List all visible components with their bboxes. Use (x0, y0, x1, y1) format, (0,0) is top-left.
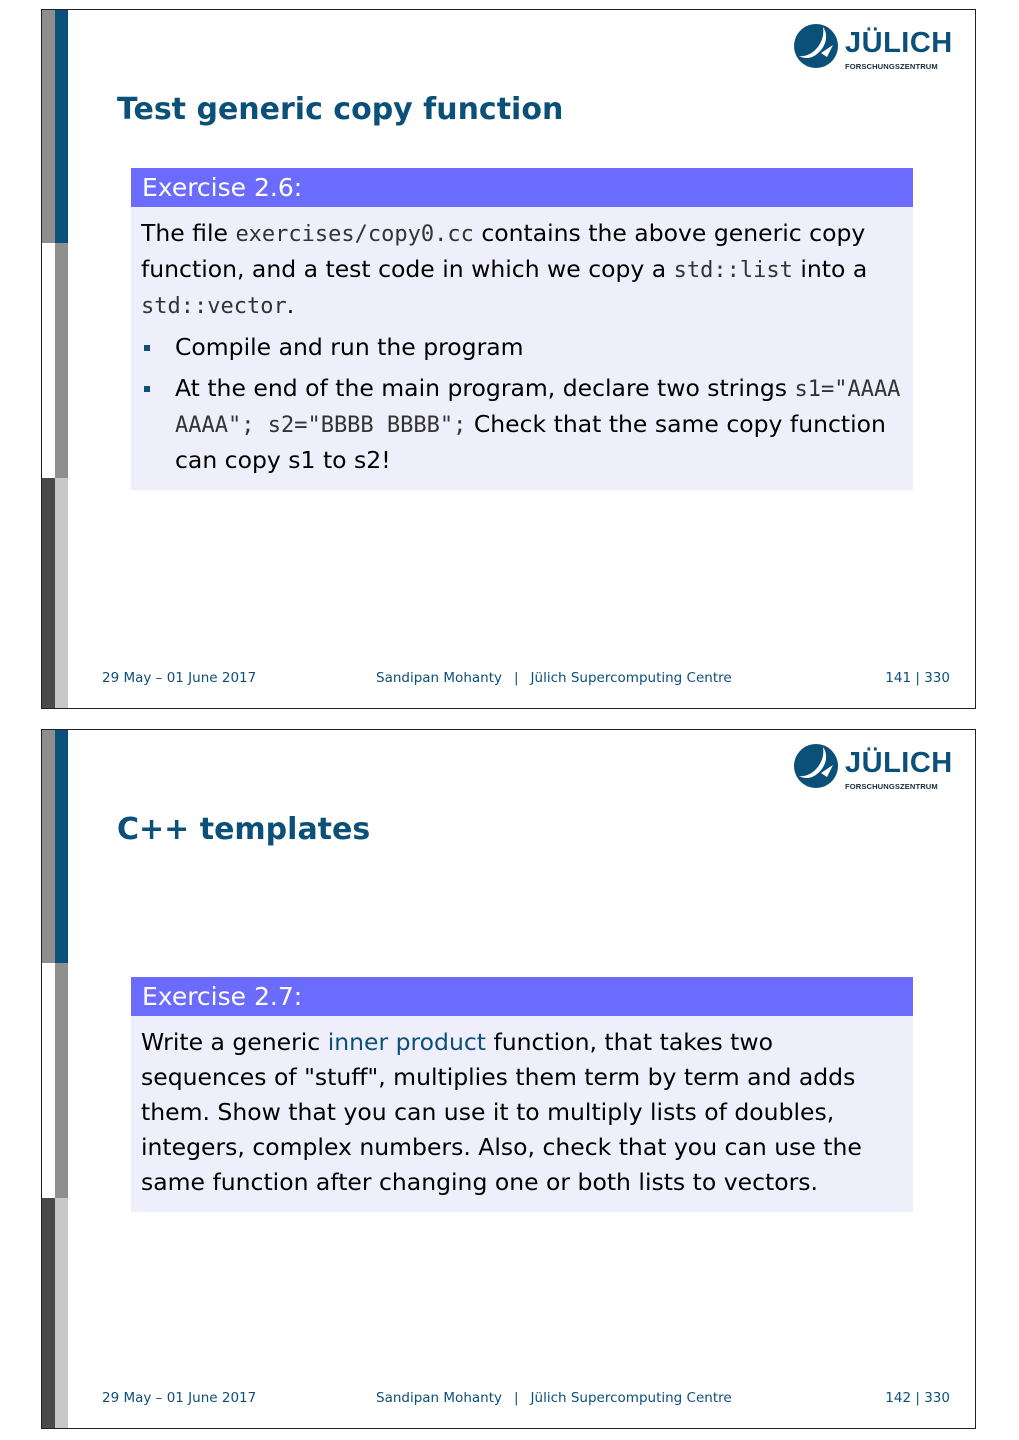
footer-page-number: 141 | 330 (885, 670, 950, 686)
julich-logo (793, 743, 951, 795)
slide-141 (41, 9, 976, 709)
slide-side-bar (42, 10, 68, 708)
slide-142 (41, 729, 976, 1429)
exercise-heading: Exercise 2.7: (131, 977, 913, 1016)
exercise-body (131, 207, 913, 490)
slide-footer (42, 1390, 975, 1406)
footer-date: 29 May – 01 June 2017 (102, 1390, 257, 1406)
list-item: Compile and run the program (141, 330, 903, 365)
list-item: At the end of the main program, declare two strings s1="AAAA AAAA"; s2="BBBB BBBB"; Check that the same copy function can copy s1 to s2! (141, 371, 903, 478)
exercise-block (131, 977, 913, 1212)
exercise-bullets (141, 330, 903, 478)
highlight-inner-product: inner product (327, 1028, 486, 1056)
footer-page-number: 142 | 330 (885, 1390, 950, 1406)
code-strings: s1="AAAA AAAA"; s2="BBBB BBBB"; (175, 377, 901, 438)
exercise-body (131, 1016, 913, 1212)
exercise-block (131, 168, 913, 490)
julich-logo (793, 23, 951, 75)
slide-title: C++ templates (117, 812, 371, 847)
footer-author-institute: Sandipan Mohanty | Jülich Supercomputing Centre (376, 1390, 732, 1406)
bullet-icon (144, 345, 150, 351)
footer-author-institute: Sandipan Mohanty | Jülich Supercomputing Centre (376, 670, 732, 686)
logo-subtitle: FORSCHUNGSZENTRUM (845, 62, 938, 71)
bullet-icon (144, 386, 150, 392)
slide-side-bar (42, 730, 68, 1428)
code-std-list: std::list (673, 258, 793, 283)
footer-date: 29 May – 01 June 2017 (102, 670, 257, 686)
exercise-intro: The file exercises/copy0.cc contains the above generic copy function, and a test code in which we copy a std::list into a std::vector. (141, 219, 868, 319)
exercise-text: Write a generic inner product function, that takes two sequences of "stuff", multiplies them term by term and adds them. Show that you can use it to multiply lists of doubles, integers, complex numbers. Also, check that you can use the same function after changing one or both lists to vectors. (141, 1028, 862, 1196)
slide-title: Test generic copy function (117, 92, 564, 127)
julich-logo-icon (793, 743, 839, 789)
logo-name: JÜLICH (845, 27, 953, 59)
slide-footer (42, 670, 975, 686)
exercise-heading: Exercise 2.6: (131, 168, 913, 207)
code-filename: exercises/copy0.cc (235, 222, 474, 247)
logo-name: JÜLICH (845, 747, 953, 779)
code-std-vector: std::vector (141, 294, 287, 319)
julich-logo-icon (793, 23, 839, 69)
logo-subtitle: FORSCHUNGSZENTRUM (845, 782, 938, 791)
